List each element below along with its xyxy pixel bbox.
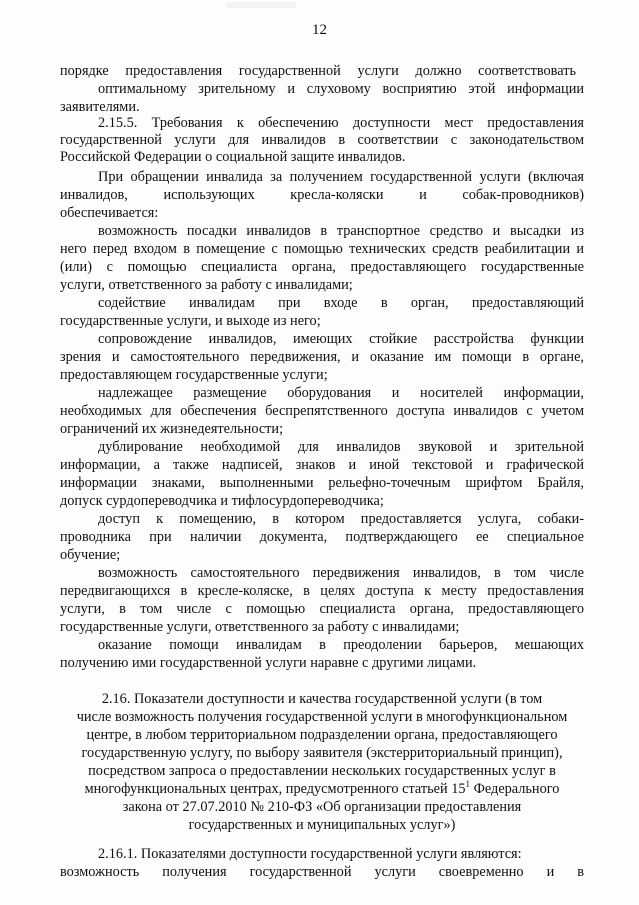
text-line: сопровождение инвалидов, имеющих стойкие расстройства функции [98,331,584,347]
text-line: государственные услуги, ответственного за работу с инвалидами; [60,619,460,635]
text-line: инвалидов, использующих кресла-коляски и собак-проводников) [60,187,584,203]
text-line: возможность посадки инвалидов в транспортное средство и высадки из [98,223,584,239]
text-line: порядке предоставления государственной услуги должно соответствовать [60,63,576,79]
text-line: услуги, ответственного за работу с инвалидами; [60,277,353,293]
text-line: государственных и муниципальных услуг») [188,817,456,833]
text-segment: Федерального [470,781,560,797]
text-line: 2.16. Показатели доступности и качества государственной услуги (в том [101,691,543,707]
text-line: оптимальному зрительному и слуховому восприятию этой информации [98,81,584,97]
text-line: При обращении инвалида за получением государственной услуги (включая [98,169,584,185]
text-line: содействие инвалидам при входе в орган, предоставляющий [98,295,584,311]
text-line: числе возможность получения государственной услуги в многофункциональном [76,709,568,725]
text-line: получению ими государственной услуги наравне с другими лицами. [60,655,477,671]
text-line: 2.15.5. Требования к обеспечению доступности мест предоставления [98,115,584,131]
text-line: него перед входом в помещение с помощью технических средств реабилитации и [60,241,584,257]
text-line: дублирование необходимой для инвалидов звуковой и зрительной [98,439,584,455]
text-line: зрения и самостоятельного передвижения, и оказание им помощи в органе, [60,349,584,365]
text-line: центре, в любом территориальном подразделении органа, предоставляющего [86,727,558,743]
text-line: проводника при наличии документа, подтверждающего ее специальное [60,529,584,545]
text-line: услуги, в том числе с помощью специалиста органа, предоставляющего [60,601,584,617]
text-line: ограничений их жизнедеятельности; [60,421,284,437]
text-line: государственной услуги для инвалидов в соответствии с законодательством [60,132,584,148]
text-line-with-footnote [60,780,584,798]
text-line: оказание помощи инвалидам в преодолении барьеров, мешающих [98,637,584,653]
text-line: допуск сурдопереводчика и тифлосурдопереводчика; [60,493,384,509]
text-line: заявителями. [60,99,140,115]
text-line: предоставляющем государственные услуги; [60,367,328,383]
text-line: обучение; [60,547,121,563]
text-line: возможность получения государственной услуги своевременно и в [60,864,584,880]
text-line: необходимых для обеспечения беспрепятственного доступа инвалидов с учетом [60,403,584,419]
text-line: информации знаками, выполненными рельефно-точечным шрифтом Брайля, [60,475,584,491]
text-line: государственную услугу, по выбору заявителя (экстерриториальный принцип), [81,745,563,761]
text-line: посредством запроса о предоставлении нескольких государственных услуг в [88,763,556,779]
text-line: передвигающихся в кресле-коляске, в целях доступа к месту предоставления [60,583,584,599]
text-line: доступ к помещению, в котором предоставляется услуга, собаки- [98,511,584,527]
text-line: надлежащее размещение оборудования и носителей информации, [98,385,584,401]
text-line: Российской Федерации о социальной защите инвалидов. [60,149,406,165]
text-line: возможность самостоятельного передвижения инвалидов, в том числе [98,565,584,581]
text-line: закона от 27.07.2010 № 210-ФЗ «Об организации предоставления [122,799,522,815]
text-line: государственные услуги, и выходе из него; [60,313,321,329]
text-line: обеспечивается: [60,205,159,221]
text-line: (или) с помощью специалиста органа, предоставляющего государственные [60,259,584,275]
text-line: информации, а также надписей, знаков и иной текстовой и графической [60,457,584,473]
text-line: 2.16.1. Показателями доступности государственной услуги являются: [98,846,522,862]
footnote-superscript: 1 [465,779,471,789]
scan-artifact [226,2,296,8]
text-segment: многофункциональных центрах, предусмотренного статьей 15 [84,781,466,797]
page-number: 12 [312,22,327,38]
